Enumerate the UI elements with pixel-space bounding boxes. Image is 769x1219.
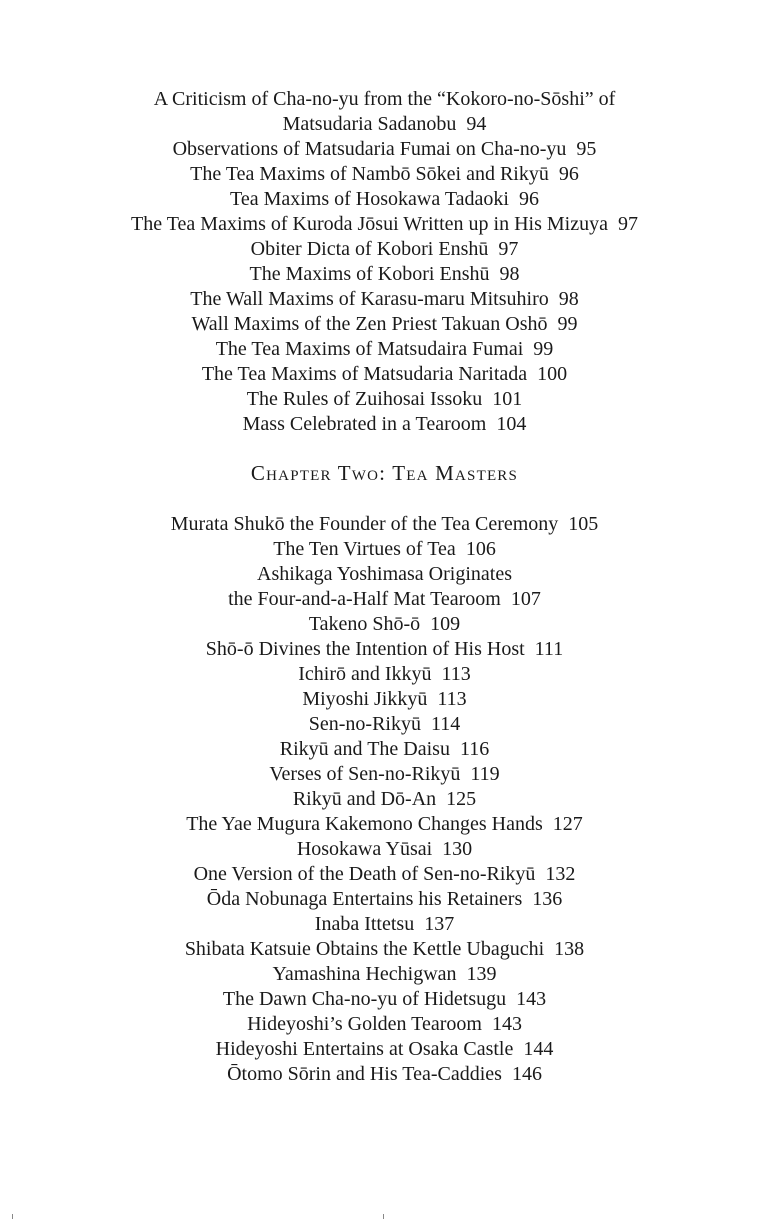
toc-entry [0,562,769,587]
toc-entry [0,712,769,737]
toc-entry [0,1037,769,1062]
toc-entry-title: Shibata Katsuie Obtains the Kettle Ubaguchi [184,938,545,960]
toc-entry-page-number: 99 [557,313,578,335]
toc-entry-title: The Tea Maxims of Matsudaira Fumai [215,338,524,360]
toc-entry-page-number: 105 [568,513,599,535]
toc-entry-page-number: 143 [516,988,547,1010]
toc-entry [0,112,769,137]
toc-entry [0,812,769,837]
page-edge-mark [383,1214,384,1219]
toc-entry-title: Sen-no-Rikyū [308,713,421,735]
toc-entry [0,412,769,437]
toc-entry-page-number: 99 [533,338,554,360]
toc-entry-title: Tea Maxims of Hosokawa Tadaoki [230,188,509,210]
toc-entry-title: The Wall Maxims of Karasu-maru Mitsuhiro [190,288,549,310]
toc-entry [0,987,769,1012]
toc-entry-title: Yamashina Hechigwan [272,963,457,985]
toc-entry-page-number: 116 [459,738,490,760]
toc-entry [0,187,769,212]
toc-entry-page-number: 144 [523,1038,554,1060]
toc-entry-title: Wall Maxims of the Zen Priest Takuan Oshō [191,313,548,335]
toc-entry [0,762,769,787]
toc-entry-page-number: 106 [465,538,496,560]
toc-entry [0,612,769,637]
toc-entry [0,837,769,862]
toc-entry-title: Ōda Nobunaga Entertains his Retainers [206,888,523,910]
toc-entry [0,387,769,412]
toc-entry-title: The Maxims of Kobori Enshū [249,263,490,285]
toc-entry-page-number: 100 [537,363,568,385]
toc-section-one [0,87,769,437]
toc-entry [0,687,769,712]
toc-entry-page-number: 97 [498,238,519,260]
toc-entry-title: The Yae Mugura Kakemono Changes Hands [186,813,543,835]
toc-entry [0,1062,769,1087]
toc-entry-title: One Version of the Death of Sen-no-Rikyū [193,863,536,885]
toc-entry-page-number: 130 [442,838,473,860]
toc-entry-page-number: 98 [558,288,579,310]
toc-entry [0,937,769,962]
toc-entry-title: Shō-ō Divines the Intention of His Host [205,638,525,660]
toc-entry-title: Murata Shukō the Founder of the Tea Ceremony [170,513,559,535]
toc-entry-title: The Tea Maxims of Nambō Sōkei and Rikyū [190,163,549,185]
toc-entry-page-number: 113 [441,663,471,685]
toc-entry [0,287,769,312]
toc-entry [0,362,769,387]
toc-entry [0,962,769,987]
toc-entry-page-number: 97 [617,213,638,235]
toc-entry [0,537,769,562]
toc-entry [0,337,769,362]
toc-entry-title: Inaba Ittetsu [314,913,415,935]
toc-section-two [0,512,769,1087]
toc-entry [0,637,769,662]
toc-entry-page-number: 125 [446,788,477,810]
toc-entry-page-number: 104 [496,413,527,435]
toc-entry-title: The Ten Virtues of Tea [273,538,456,560]
toc-entry-page-number: 96 [518,188,539,210]
toc-entry [0,787,769,812]
toc-entry-title: the Four-and-a-Half Mat Tearoom [228,588,501,610]
toc-entry-page-number: 137 [424,913,455,935]
toc-entry-page-number: 95 [576,138,597,160]
toc-entry [0,237,769,262]
toc-entry-page-number: 139 [466,963,497,985]
toc-entry-title: Miyoshi Jikkyū [302,688,428,710]
toc-entry-title: Rikyū and Dō-An [292,788,437,810]
toc-entry-page-number: 146 [511,1063,542,1085]
toc-entry-title: Observations of Matsudaria Fumai on Cha-no-yu [172,138,567,160]
toc-entry-page-number: 132 [545,863,576,885]
toc-entry-title: Matsudaria Sadanobu [282,113,457,135]
toc-entry-title: Verses of Sen-no-Rikyū [269,763,461,785]
toc-entry [0,862,769,887]
toc-entry-page-number: 94 [466,113,487,135]
toc-entry [0,737,769,762]
toc-entry-page-number: 107 [510,588,541,610]
toc-entry [0,512,769,537]
toc-entry [0,87,769,112]
toc-entry-title: Hideyoshi’s Golden Tearoom [247,1013,482,1035]
toc-entry-page-number: 136 [532,888,563,910]
toc-entry [0,312,769,337]
toc-entry-page-number: 113 [437,688,467,710]
toc-entry-page-number: 101 [492,388,523,410]
toc-entry [0,162,769,187]
toc-entry [0,212,769,237]
toc-entry-title: Hosokawa Yūsai [296,838,433,860]
chapter-heading: Chapter Two: Tea Masters [250,461,519,485]
toc-entry-page-number: 138 [554,938,585,960]
page-edge-mark [12,1214,13,1219]
toc-entry [0,137,769,162]
toc-entry-title: The Tea Maxims of Kuroda Jōsui Written up in His Mizuya [131,213,608,235]
toc-entry-title: The Dawn Cha-no-yu of Hidetsugu [222,988,507,1010]
toc-entry-title: Ōtomo Sōrin and His Tea-Caddies [227,1063,502,1085]
toc-entry-title: Mass Celebrated in a Tearoom [242,413,487,435]
toc-entry-title: The Rules of Zuihosai Issoku [246,388,483,410]
toc-entry-title: Ashikaga Yoshimasa Originates [257,563,512,585]
toc-entry-page-number: 96 [558,163,579,185]
toc-entry [0,587,769,612]
toc-entry [0,887,769,912]
toc-entry [0,662,769,687]
toc-entry-title: Hideyoshi Entertains at Osaka Castle [215,1038,514,1060]
toc-entry-title: Obiter Dicta of Kobori Enshū [250,238,489,260]
toc-entry-page-number: 114 [430,713,461,735]
toc-entry-page-number: 109 [430,613,461,635]
toc-entry [0,1012,769,1037]
toc-entry [0,262,769,287]
toc-entry-title: Takeno Shō-ō [308,613,421,635]
toc-entry-page-number: 111 [534,638,564,660]
toc-entry-page-number: 98 [499,263,520,285]
toc-entry-title: The Tea Maxims of Matsudaria Naritada [201,363,528,385]
toc-entry [0,912,769,937]
toc-entry-page-number: 127 [552,813,583,835]
toc-entry-page-number: 143 [491,1013,522,1035]
toc-entry-title: A Criticism of Cha-no-yu from the “Kokoro-no-Sōshi” of [153,88,616,110]
toc-entry-title: Ichirō and Ikkyū [298,663,432,685]
toc-entry-page-number: 119 [470,763,500,785]
toc-entry-title: Rikyū and The Daisu [279,738,450,760]
